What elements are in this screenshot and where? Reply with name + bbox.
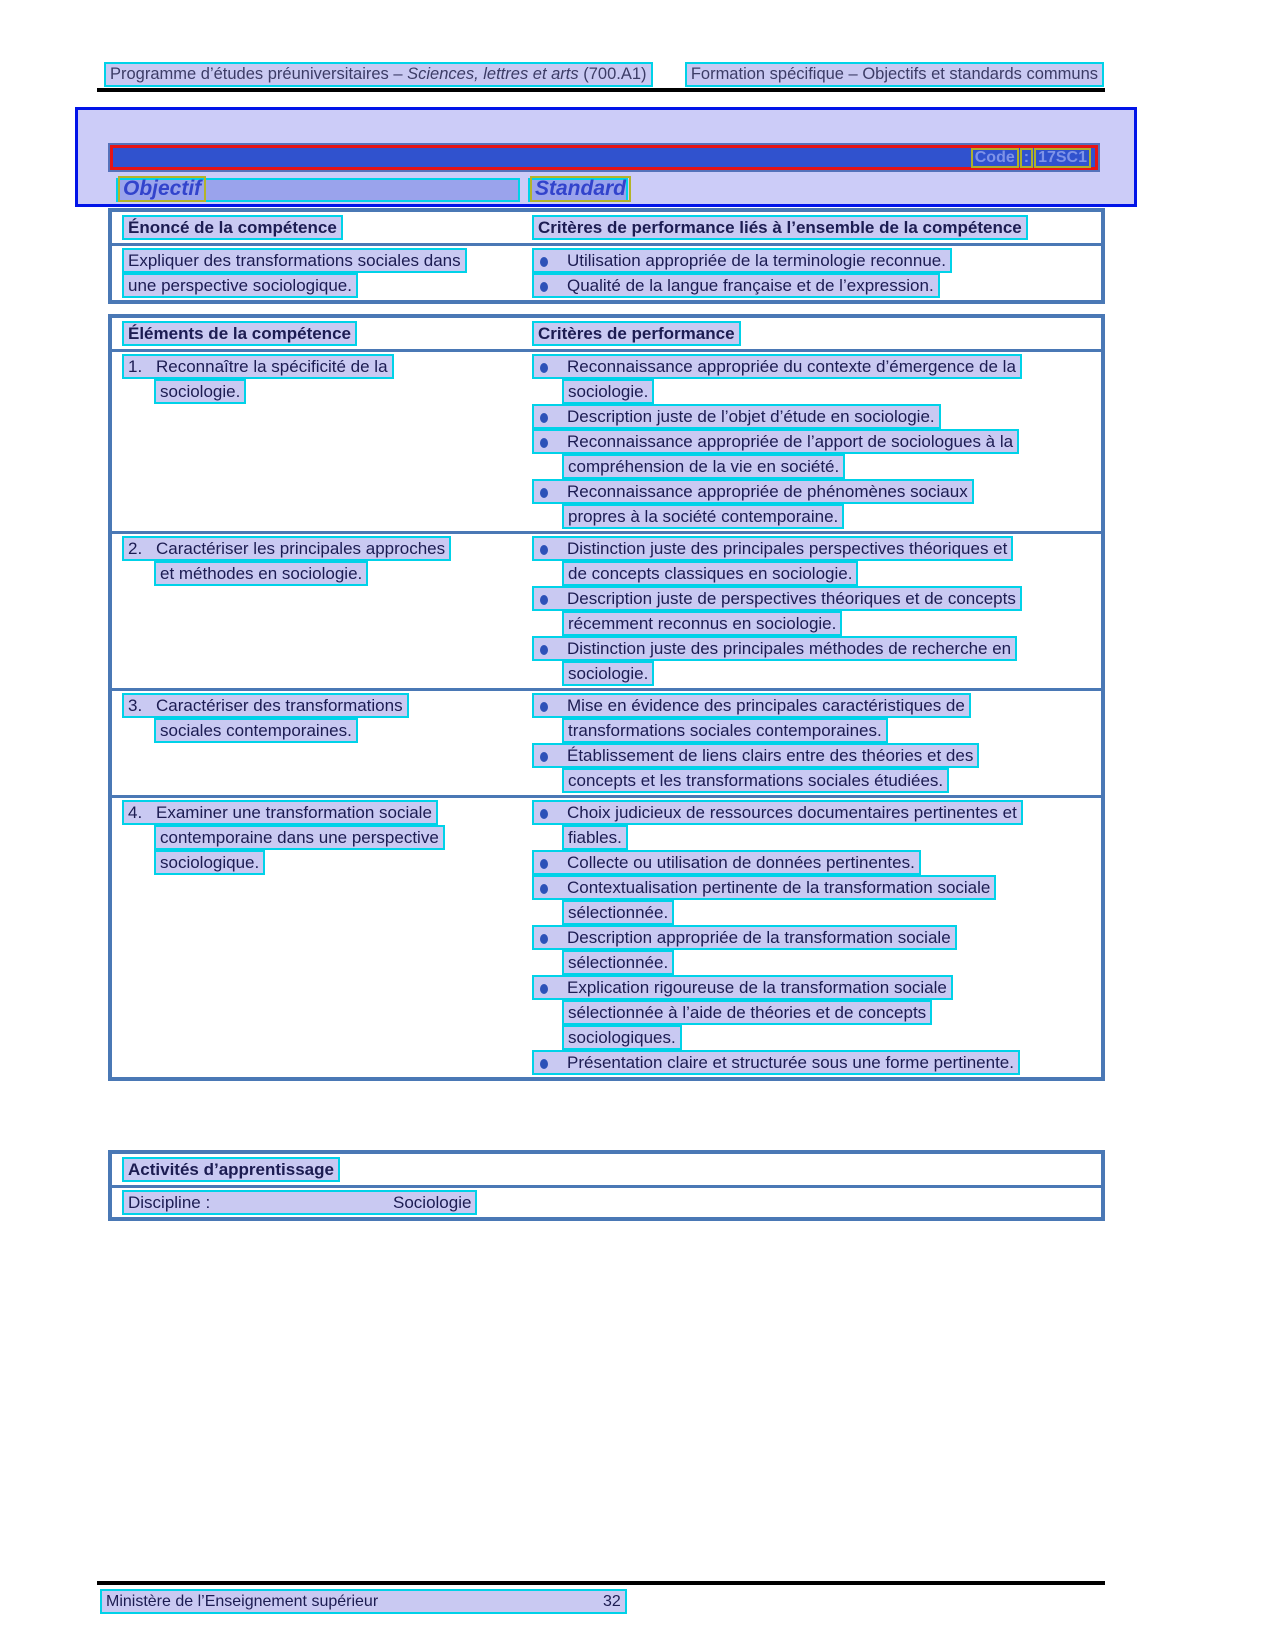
code-bar bbox=[108, 143, 1100, 172]
highlighted-text: Distinction juste des principales perspectives théoriques et bbox=[532, 536, 1013, 561]
text-line bbox=[532, 586, 1101, 611]
element-cell bbox=[112, 354, 532, 529]
text-line bbox=[562, 768, 1101, 793]
bullet-icon bbox=[540, 413, 548, 423]
highlighted-text: transformations sociales contemporaines. bbox=[562, 718, 888, 743]
item-number: 1. bbox=[128, 357, 143, 376]
highlighted-text: sociologique. bbox=[154, 850, 265, 875]
text-line bbox=[562, 454, 1101, 479]
highlighted-text: sélectionnée. bbox=[562, 950, 674, 975]
highlighted-text: 1. Reconnaître la spécificité de la bbox=[122, 354, 394, 379]
text-line bbox=[532, 354, 1101, 379]
text-line bbox=[122, 536, 532, 561]
page-footer bbox=[100, 1589, 627, 1614]
highlighted-text: sociologie. bbox=[562, 379, 654, 404]
bullet-icon bbox=[540, 984, 548, 994]
competence-table-body bbox=[112, 246, 1101, 300]
code-token: : bbox=[1020, 148, 1033, 168]
objective-standard-banner bbox=[75, 107, 1137, 207]
highlighted-text: Contextualisation pertinente de la transformation sociale bbox=[532, 875, 996, 900]
criteria-cell bbox=[532, 800, 1101, 1075]
highlighted-text: une perspective sociologique. bbox=[122, 273, 358, 298]
bullet-icon bbox=[540, 809, 548, 819]
code-token: Code bbox=[971, 148, 1019, 168]
objectif-label: Objectif bbox=[118, 176, 206, 202]
element-row bbox=[112, 531, 1101, 688]
highlighted-text: Reconnaissance appropriée de phénomènes sociaux bbox=[532, 479, 974, 504]
competence-table-header bbox=[112, 212, 1101, 246]
text-line bbox=[562, 379, 1101, 404]
elements-table-header bbox=[112, 318, 1101, 352]
highlighted-text: sociales contemporaines. bbox=[154, 718, 358, 743]
text-line bbox=[532, 273, 1101, 298]
text-line bbox=[562, 950, 1101, 975]
bullet-icon bbox=[540, 752, 548, 762]
text-line bbox=[532, 743, 1101, 768]
discipline-cell bbox=[112, 1190, 1101, 1215]
elements-header-right: Critères de performance bbox=[532, 321, 741, 346]
text-line bbox=[562, 661, 1101, 686]
text-line bbox=[532, 429, 1101, 454]
competence-header-right: Critères de performance liés à l’ensemble de la compétence bbox=[532, 215, 1028, 240]
discipline-row bbox=[122, 1190, 477, 1215]
highlighted-text: 3. Caractériser des transformations bbox=[122, 693, 409, 718]
highlighted-text: fiables. bbox=[562, 825, 628, 850]
highlighted-text: Description juste de l’objet d’étude en sociologie. bbox=[532, 404, 941, 429]
text-line bbox=[532, 800, 1101, 825]
header-left-program-title: Sciences, lettres et arts bbox=[407, 65, 579, 83]
item-number: 2. bbox=[128, 539, 143, 558]
standard-band bbox=[528, 178, 628, 202]
objectif-band bbox=[116, 178, 520, 202]
element-row bbox=[112, 795, 1101, 1077]
text-line bbox=[562, 825, 1101, 850]
highlighted-text: Expliquer des transformations sociales dans bbox=[122, 248, 467, 273]
highlighted-text: Qualité de la langue française et de l’expression. bbox=[532, 273, 940, 298]
discipline-value: Sociologie bbox=[393, 1193, 472, 1212]
running-header-left bbox=[104, 62, 653, 87]
highlighted-text: Description appropriée de la transformation sociale bbox=[532, 925, 957, 950]
element-row bbox=[112, 352, 1101, 531]
bullet-icon bbox=[540, 702, 548, 712]
element-row bbox=[112, 688, 1101, 795]
text-line bbox=[562, 1025, 1101, 1050]
highlighted-text: 4. Examiner une transformation sociale bbox=[122, 800, 438, 825]
text-line bbox=[154, 561, 532, 586]
text-line bbox=[122, 273, 532, 298]
text-line bbox=[154, 825, 532, 850]
elements-header-right-cell bbox=[532, 321, 1101, 346]
text-line bbox=[532, 850, 1101, 875]
element-cell bbox=[112, 536, 532, 686]
text-line bbox=[122, 800, 532, 825]
text-line bbox=[562, 718, 1101, 743]
highlighted-text: sociologiques. bbox=[562, 1025, 682, 1050]
footer-ministry: Ministère de l’Enseignement supérieur bbox=[106, 1593, 379, 1610]
text-line bbox=[562, 1000, 1101, 1025]
highlighted-text: Choix judicieux de ressources documentaires pertinentes et bbox=[532, 800, 1023, 825]
text-line bbox=[562, 561, 1101, 586]
code-bar-inner bbox=[110, 145, 1098, 170]
highlighted-text: Établissement de liens clairs entre des théories et des bbox=[532, 743, 979, 768]
bullet-icon bbox=[540, 282, 548, 292]
text-line bbox=[532, 693, 1101, 718]
bullet-icon bbox=[540, 934, 548, 944]
activities-table-header bbox=[112, 1154, 1101, 1188]
text-line bbox=[122, 354, 532, 379]
activities-title: Activités d’apprentissage bbox=[122, 1157, 340, 1182]
item-number: 3. bbox=[128, 696, 143, 715]
activities-table-body bbox=[112, 1188, 1101, 1217]
elements-table bbox=[108, 314, 1105, 1081]
header-rule bbox=[97, 88, 1105, 92]
elements-table-rows bbox=[112, 352, 1101, 1077]
competence-table bbox=[108, 208, 1105, 304]
elements-header-left-cell bbox=[112, 321, 532, 346]
highlighted-text: Distinction juste des principales méthodes de recherche en bbox=[532, 636, 1017, 661]
text-line bbox=[532, 1050, 1101, 1075]
text-line bbox=[532, 404, 1101, 429]
highlighted-text: Présentation claire et structurée sous une forme pertinente. bbox=[532, 1050, 1020, 1075]
highlighted-text: sociologie. bbox=[154, 379, 246, 404]
text-line bbox=[154, 718, 532, 743]
highlighted-text: récemment reconnus en sociologie. bbox=[562, 611, 842, 636]
competence-header-left: Énoncé de la compétence bbox=[122, 215, 343, 240]
bullet-icon bbox=[540, 257, 548, 267]
bullet-icon bbox=[540, 1059, 548, 1069]
highlighted-text: Utilisation appropriée de la terminologie reconnue. bbox=[532, 248, 952, 273]
highlighted-text: Collecte ou utilisation de données pertinentes. bbox=[532, 850, 921, 875]
highlighted-text: de concepts classiques en sociologie. bbox=[562, 561, 858, 586]
bullet-icon bbox=[540, 438, 548, 448]
bullet-icon bbox=[540, 884, 548, 894]
competence-statement-cell bbox=[112, 248, 532, 298]
criteria-cell bbox=[532, 354, 1101, 529]
header-left-suffix: (700.A1) bbox=[578, 65, 647, 83]
competence-header-left-cell bbox=[112, 215, 532, 240]
highlighted-text: Explication rigoureuse de la transformation sociale bbox=[532, 975, 953, 1000]
item-number: 4. bbox=[128, 803, 143, 822]
bullet-icon bbox=[540, 363, 548, 373]
text-line bbox=[532, 536, 1101, 561]
highlighted-text: contemporaine dans une perspective bbox=[154, 825, 445, 850]
element-cell bbox=[112, 800, 532, 1075]
bullet-icon bbox=[540, 545, 548, 555]
text-line bbox=[532, 975, 1101, 1000]
bullet-icon bbox=[540, 488, 548, 498]
highlighted-text: Reconnaissance appropriée de l’apport de sociologues à la bbox=[532, 429, 1019, 454]
highlighted-text: concepts et les transformations sociales étudiées. bbox=[562, 768, 949, 793]
criteria-cell bbox=[532, 536, 1101, 686]
bullet-icon bbox=[540, 595, 548, 605]
bullet-icon bbox=[540, 859, 548, 869]
criteria-cell bbox=[532, 693, 1101, 793]
activities-table bbox=[108, 1150, 1105, 1221]
competence-header-right-cell bbox=[532, 215, 1101, 240]
highlighted-text: sélectionnée. bbox=[562, 900, 674, 925]
text-line bbox=[154, 850, 532, 875]
highlighted-text: et méthodes en sociologie. bbox=[154, 561, 368, 586]
highlighted-text: sociologie. bbox=[562, 661, 654, 686]
text-line bbox=[122, 693, 532, 718]
text-line bbox=[562, 611, 1101, 636]
highlighted-text: sélectionnée à l’aide de théories et de concepts bbox=[562, 1000, 932, 1025]
text-line bbox=[122, 248, 532, 273]
running-header-right: Formation spécifique – Objectifs et standards communs bbox=[685, 62, 1104, 87]
text-line bbox=[562, 900, 1101, 925]
footer-page-number: 32 bbox=[603, 1593, 621, 1610]
text-line bbox=[532, 636, 1101, 661]
highlighted-text: Reconnaissance appropriée du contexte d’émergence de la bbox=[532, 354, 1022, 379]
highlighted-text: compréhension de la vie en société. bbox=[562, 454, 845, 479]
discipline-label: Discipline : bbox=[128, 1193, 211, 1212]
text-line bbox=[532, 479, 1101, 504]
activities-title-cell bbox=[112, 1157, 1101, 1182]
header-left-prefix: Programme d’études préuniversitaires – bbox=[110, 65, 408, 83]
competence-criteria-cell bbox=[532, 248, 1101, 298]
element-cell bbox=[112, 693, 532, 793]
text-line bbox=[562, 504, 1101, 529]
bullet-icon bbox=[540, 645, 548, 655]
text-line bbox=[532, 875, 1101, 900]
footer-rule bbox=[97, 1581, 1105, 1585]
highlighted-text: 2. Caractériser les principales approches bbox=[122, 536, 451, 561]
text-line bbox=[532, 248, 1101, 273]
text-line bbox=[532, 925, 1101, 950]
code-badge bbox=[970, 148, 1091, 168]
standard-label: Standard bbox=[530, 176, 631, 202]
highlighted-text: Mise en évidence des principales caractéristiques de bbox=[532, 693, 971, 718]
elements-header-left: Éléments de la compétence bbox=[122, 321, 357, 346]
highlighted-text: propres à la société contemporaine. bbox=[562, 504, 844, 529]
highlighted-text: Description juste de perspectives théoriques et de concepts bbox=[532, 586, 1022, 611]
code-token: 17SC1 bbox=[1034, 148, 1091, 168]
text-line bbox=[154, 379, 532, 404]
